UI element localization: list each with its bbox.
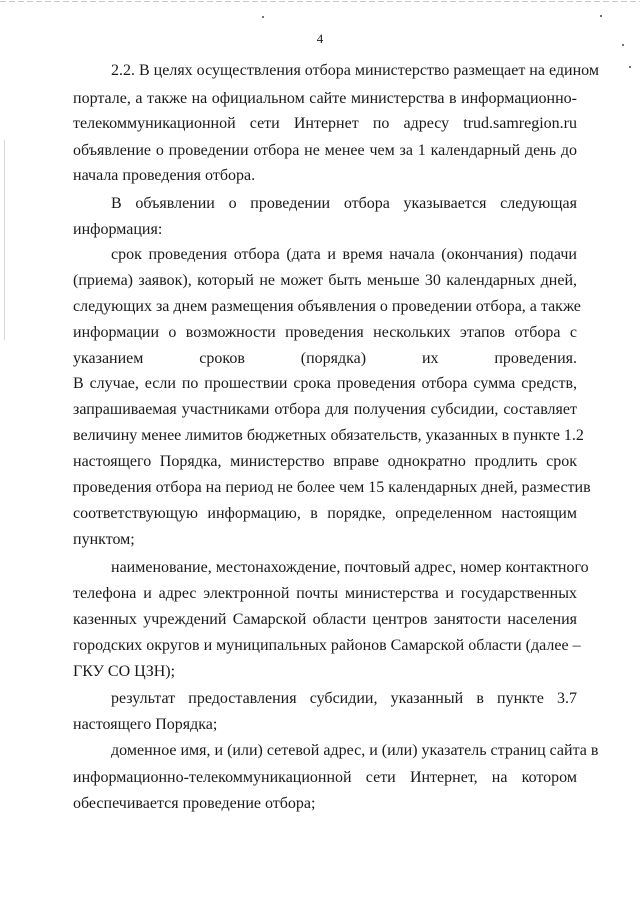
text-line: пунктом;: [73, 531, 135, 548]
text-line: начала проведения отбора.: [73, 167, 256, 184]
text-line: указанием сроков (порядка) их проведения.: [73, 350, 577, 367]
text-line: казенных учреждений Самарской области центров занятости населения: [73, 611, 577, 628]
text-line: следующих за днем размещения объявления о проведении отбора, а также: [73, 298, 581, 315]
text-line: запрашиваемая участниками отбора для получения субсидии, составляет: [73, 401, 577, 418]
text-line: городских округов и муниципальных районов Самарской области (далее –: [73, 637, 581, 654]
text-line: обеспечивается проведение отбора;: [73, 795, 316, 812]
text-line: настоящего Порядка;: [73, 716, 218, 733]
text-line: информация:: [73, 221, 163, 238]
text-line: объявление о проведении отбора не менее чем за 1 календарный день до: [73, 142, 577, 159]
text-line: наименование, местонахождение, почтовый адрес, номер контактного: [111, 559, 589, 576]
scan-speck: [262, 16, 264, 18]
text-line: (приема) заявок), который не может быть меньше 30 календарных дней,: [73, 272, 577, 289]
scan-edge-top: [0, 1, 640, 2]
text-line: телекоммуникационной сети Интернет по адресу trud.samregion.ru: [73, 115, 577, 132]
text-line: соответствующую информацию, в порядке, определенном настоящим: [73, 505, 577, 522]
page-number: 4: [316, 31, 324, 46]
text-line: срок проведения отбора (дата и время начала (окончания) подачи: [111, 246, 577, 263]
text-line: портале, а также на официальном сайте министерства в информационно-: [73, 90, 577, 107]
text-line: результат предоставления субсидии, указанный в пункте 3.7: [111, 690, 577, 707]
text-line: проведения отбора на период не более чем 15 календарных дней, разместив: [73, 479, 591, 496]
text-line: настоящего Порядка, министерство вправе однократно продлить срок: [73, 453, 577, 470]
text-line: информационно-телекоммуникационной сети Интернет, на котором: [73, 769, 577, 786]
text-line: 2.2. В целях осуществления отбора министерство размещает на едином: [111, 62, 599, 79]
text-line: телефона и адрес электронной почты министерства и государственных: [73, 585, 577, 602]
scan-edge-left: [4, 140, 5, 340]
text-line: информации о возможности проведения нескольких этапов отбора с: [73, 324, 577, 341]
text-line: доменное имя, и (или) сетевой адрес, и (или) указатель страниц сайта в: [111, 742, 599, 759]
text-line: В объявлении о проведении отбора указывается следующая: [111, 195, 577, 212]
text-line: величину менее лимитов бюджетных обязательств, указанных в пункте 1.2: [73, 427, 584, 444]
scan-speck: [600, 15, 602, 17]
scan-speck: [629, 66, 631, 68]
text-line: В случае, если по прошествии срока проведения отбора сумма средств,: [73, 375, 577, 392]
text-line: ГКУ СО ЦЗН);: [73, 663, 176, 680]
